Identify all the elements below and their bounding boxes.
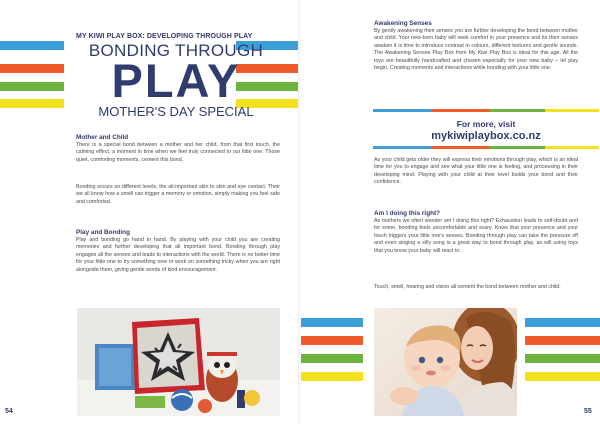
paragraph-child-emotions: As your child gets older they will express their emotions through play, which is an ideal time for you to engage and see what your little one is feeling, and processing in their developing mind. Playing with your child at their level builds your bond and their confidence. xyxy=(374,157,578,186)
plush-toys-illustration xyxy=(77,308,280,416)
plush-toys-photo xyxy=(77,308,280,416)
left-page xyxy=(0,0,299,424)
title-stripe-green-left xyxy=(0,82,64,91)
bottom-stripe-green-right xyxy=(525,354,600,363)
bottom-stripe-orange-left xyxy=(301,336,363,345)
promo-stripe-yellow-bottom xyxy=(545,146,599,149)
bottom-stripe-yellow-left xyxy=(301,372,363,381)
heading-awakening-senses: Awakening Senses xyxy=(374,20,432,27)
bottom-stripe-blue-right xyxy=(525,318,600,327)
bottom-stripe-green-left xyxy=(301,354,363,363)
promo-stripe-green-bottom xyxy=(489,146,545,149)
promo-stripe-orange-bottom xyxy=(431,146,489,149)
title-mothers-day: MOTHER'S DAY SPECIAL xyxy=(98,104,254,119)
title-stripe-orange-left xyxy=(0,64,64,73)
promo-stripe-orange xyxy=(431,109,489,112)
promo-website-link[interactable]: mykiwiplaybox.co.nz xyxy=(431,130,541,142)
promo-stripe-yellow xyxy=(545,109,599,112)
heading-play-and-bonding: Play and Bonding xyxy=(76,229,130,236)
title-stripe-yellow-left xyxy=(0,99,64,108)
promo-stripe-blue-bottom xyxy=(373,146,431,149)
heading-mother-and-child: Mother and Child xyxy=(76,134,129,141)
page-number-left: 54 xyxy=(5,408,13,415)
paragraph-doing-right-1: As mothers we often wonder am I doing this right? Exhaustion leads to self-doubt and for some, bonding feels uncomfortable and scary. Know that your presence and your touch triggers your little one's senses. Bonding through play can take the pressure off and even singing a silly song is a great way to bond through play, as will using toys that you know your baby will react to. xyxy=(374,218,578,254)
mother-and-child-photo xyxy=(374,308,517,416)
promo-visit-label: For more, visit xyxy=(456,119,516,129)
paragraph-mother-child-2: Bonding occurs on different levels, the all-important skin to skin and eye contact. Their we all know how a smell can trigger a memory or emotion, simply making you feel safe and comforted. xyxy=(76,184,280,205)
heading-am-i-doing-this-right: Am I doing this right? xyxy=(374,210,441,217)
article-kicker: MY KIWI PLAY BOX: DEVELOPING THROUGH PLAY xyxy=(76,33,253,40)
title-play: PLAY xyxy=(111,54,241,107)
page-number-right: 55 xyxy=(584,408,592,415)
paragraph-doing-right-2: Touch, smell, hearing and vision all cement the bond between mother and child. xyxy=(374,284,561,290)
paragraph-mother-child-1: There is a special bond between a mother and her child, from that first touch, the calming effect, a moment in time when we feel truly connected to our little one. Those quiet, comforting moments, cement this bond. xyxy=(76,142,280,163)
title-stripe-blue-left xyxy=(0,41,64,50)
promo-stripe-blue xyxy=(373,109,431,112)
bottom-stripe-blue-left xyxy=(301,318,363,327)
paragraph-awakening-senses: By gently awakening their senses you are further developing the bond between mother and child. Your new-born baby will seek comfort in your presence and its their senses awaken it is time to introduce contrast in colours, different textures and gentle sounds. The Awakening Senses Play Box from My Kiwi Play Box is ideal for this age. All the toys are beautifully handcrafted and chosen especially for your new baby – let play begin. Creating moments and interactions while bonding with your little one. xyxy=(374,28,578,72)
mother-child-illustration xyxy=(374,308,517,416)
bottom-stripe-yellow-right xyxy=(525,372,600,381)
paragraph-play-bonding: Play and bonding go hand in hand. By playing with your child you are creating memories and further developing that all important bond. Bonding through play engages all the senses and leads to interactions with the world. There is no better time for your little one to try something new or work on something tricky when you are right alongside them, giving gentle words of kind encouragement. xyxy=(76,237,280,273)
bottom-stripe-orange-right xyxy=(525,336,600,345)
title-bonding-through: BONDING THROUGH xyxy=(88,41,264,60)
promo-stripe-green xyxy=(489,109,545,112)
right-page xyxy=(301,0,600,424)
